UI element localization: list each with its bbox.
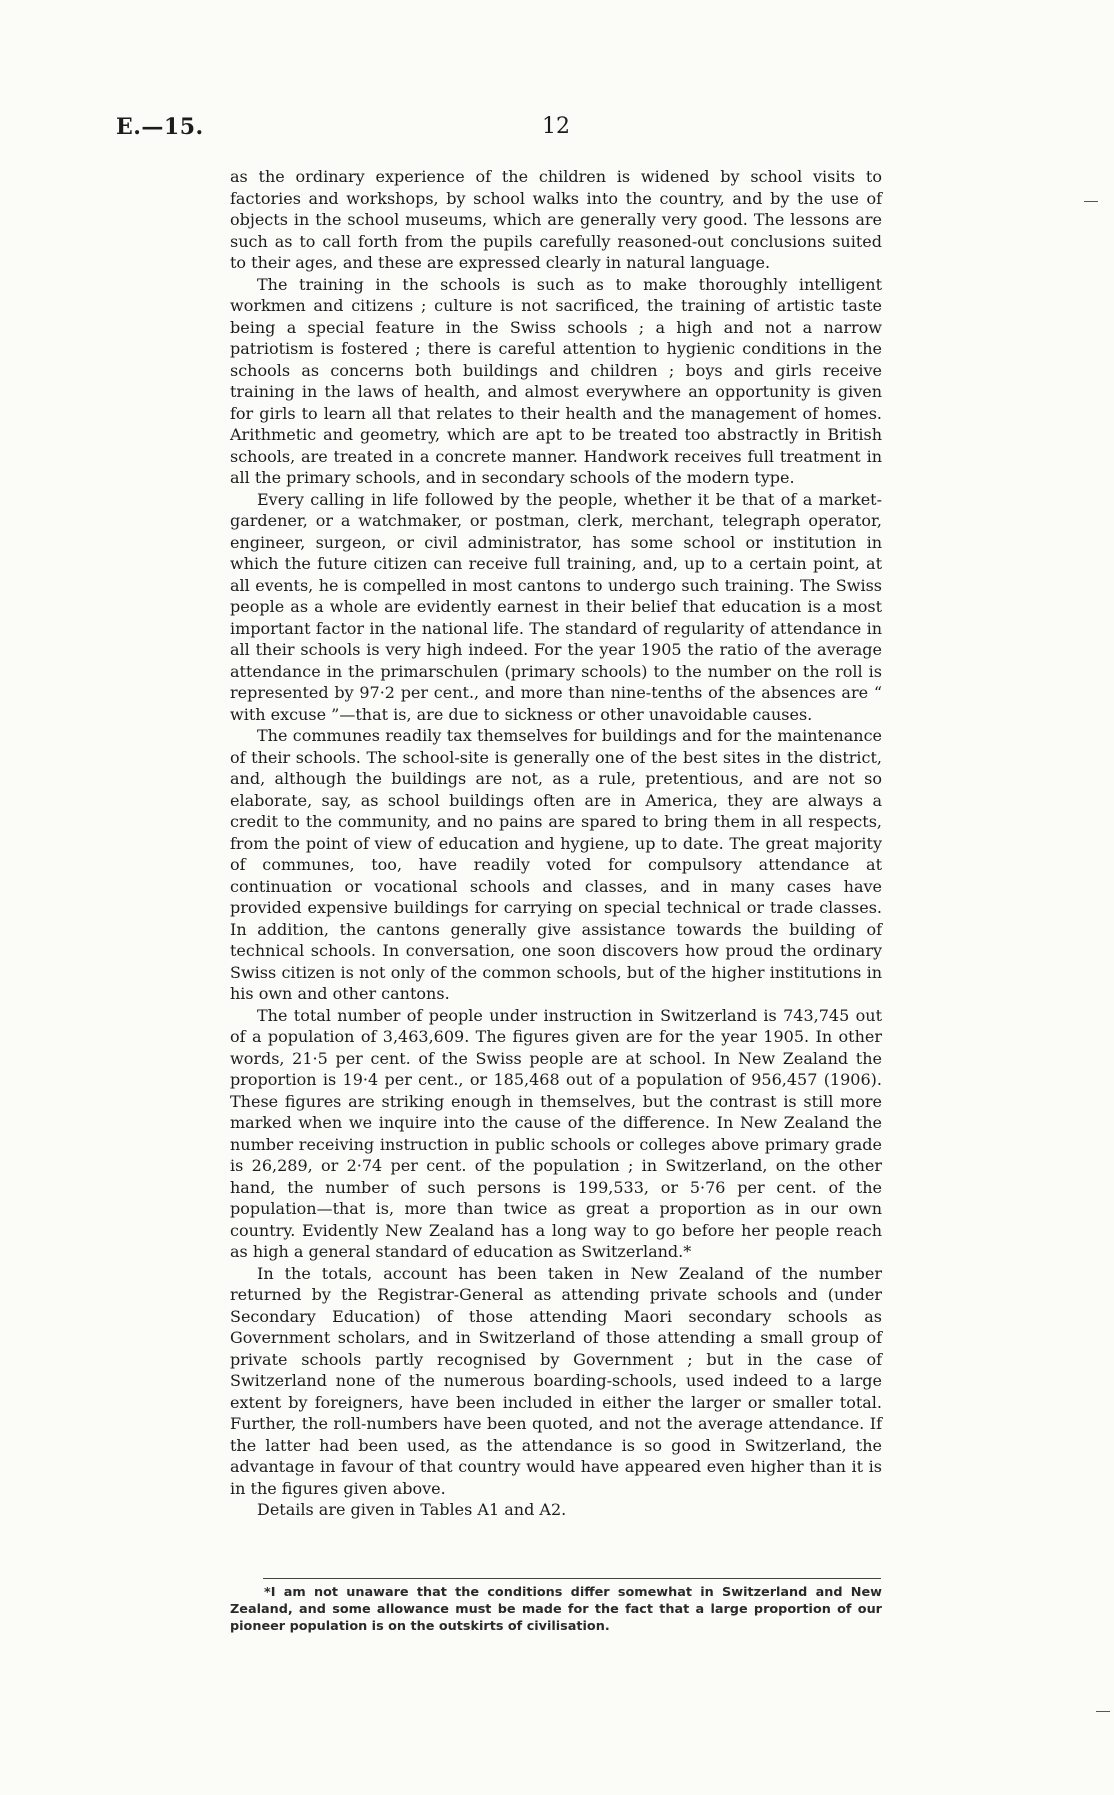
body-text [230, 166, 882, 1521]
margin-mark-top [1084, 201, 1098, 202]
margin-mark-bottom [1096, 1711, 1110, 1712]
document-reference: E.—15. [116, 114, 204, 140]
footnote [230, 1584, 882, 1635]
page-header [0, 114, 1114, 144]
paragraph-training: The training in the schools is such as to make thoroughly intelligent workmen and citizens ; culture is not sacrificed, the training of artistic taste being a special feature in the Swiss schools ; a high and not a narrow patriotism is fostered ; there is careful attention to hygienic conditions in the schools as concerns both buildings and children ; boys and girls receive training in the laws of health, and almost everywhere an opportunity is given for girls to learn all that relates to their health and the management of homes. Arithmetic and geometry, which are apt to be treated too abstractly in British schools, are treated in a concrete manner. Handwork receives full treatment in all the primary schools, and in secondary schools of the modern type. [230, 274, 882, 487]
paragraph-details: Details are given in Tables A1 and A2. [257, 1500, 567, 1519]
page-number: 12 [542, 114, 570, 139]
paragraph-totals-account: In the totals, account has been taken in New Zealand of the number returned by the Registrar-General as attending private schools and (under Secondary Education) of those attending Maori secondary schools as Government scholars, and in Switzerland of those attending a small group of private schools partly recognised by Government ; but in the case of Switzerland none of the numerous boarding-schools, used indeed to a large extent by foreigners, have been included in either the larger or smaller total. Further, the roll-numbers have been quoted, and not the average attendance. If the latter had been used, as the attendance is so good in Switzerland, the advantage in favour of that country would have appeared even higher than it is in the figures given above. [230, 1263, 882, 1498]
paragraph-communes: The communes readily tax themselves for buildings and for the maintenance of their schools. The school-site is generally one of the best sites in the district, and, although the buildings are not, as a rule, pretentious, and are not so elaborate, say, as school buildings often are in America, they are always a credit to the community, and no pains are spared to bring them in all respects, from the point of view of education and hygiene, up to date. The great majority of communes, too, have readily voted for compulsory attendance at continuation or vocational schools and classes, and in many cases have provided expensive buildings for carrying on special technical or trade classes. In addition, the cantons generally give assistance towards the building of technical schools. In conversation, one soon discovers how proud the ordinary Swiss citizen is not only of the common schools, but of the higher institutions in his own and other cantons. [230, 726, 882, 1003]
footnote-text: *I am not unaware that the conditions differ somewhat in Switzerland and New Zealand, and some allowance must be made for the fact that a large proportion of our pioneer population is on the outskirts of civilisation. [230, 1585, 882, 1634]
footnote-divider [263, 1578, 881, 1579]
paragraph-every-calling: Every calling in life followed by the people, whether it be that of a market-gardener, or a watchmaker, or postman, clerk, merchant, telegraph operator, engineer, surgeon, or civil administrator, has some school or institution in which the future citizen can receive full training, and, up to a certain point, at all events, he is compelled in most cantons to undergo such training. The Swiss people as a whole are evidently earnest in their belief that education is a most important factor in the national life. The standard of regularity of attendance in all their schools is very high indeed. For the year 1905 the ratio of the average attendance in the primarschulen (primary schools) to the number on the roll is represented by 97·2 per cent., and more than nine-tenths of the absences are “ with excuse ”—that is, are due to sickness or other unavoidable causes. [230, 489, 882, 724]
paragraph-totals-comparison: The total number of people under instruction in Switzerland is 743,745 out of a population of 3,463,609. The figures given are for the year 1905. In other words, 21·5 per cent. of the Swiss people are at school. In New Zealand the proportion is 19·4 per cent., or 185,468 out of a population of 956,457 (1906). These figures are striking enough in themselves, but the contrast is still more marked when we inquire into the cause of the difference. In New Zealand the number receiving instruction in public schools or colleges above primary grade is 26,289, or 2·74 per cent. of the population ; in Switzerland, on the other hand, the number of such persons is 199,533, or 5·76 per cent. of the population—that is, more than twice as great a proportion as in our own country. Evidently New Zealand has a long way to go before her people reach as high a general standard of education as Switzerland.* [230, 1005, 882, 1261]
paragraph-continuation: as the ordinary experience of the children is widened by school visits to factories and workshops, by school walks into the country, and by the use of objects in the school museums, which are generally very good. The lessons are such as to call forth from the pupils carefully reasoned-out conclusions suited to their ages, and these are expressed clearly in natural language. [230, 167, 882, 272]
